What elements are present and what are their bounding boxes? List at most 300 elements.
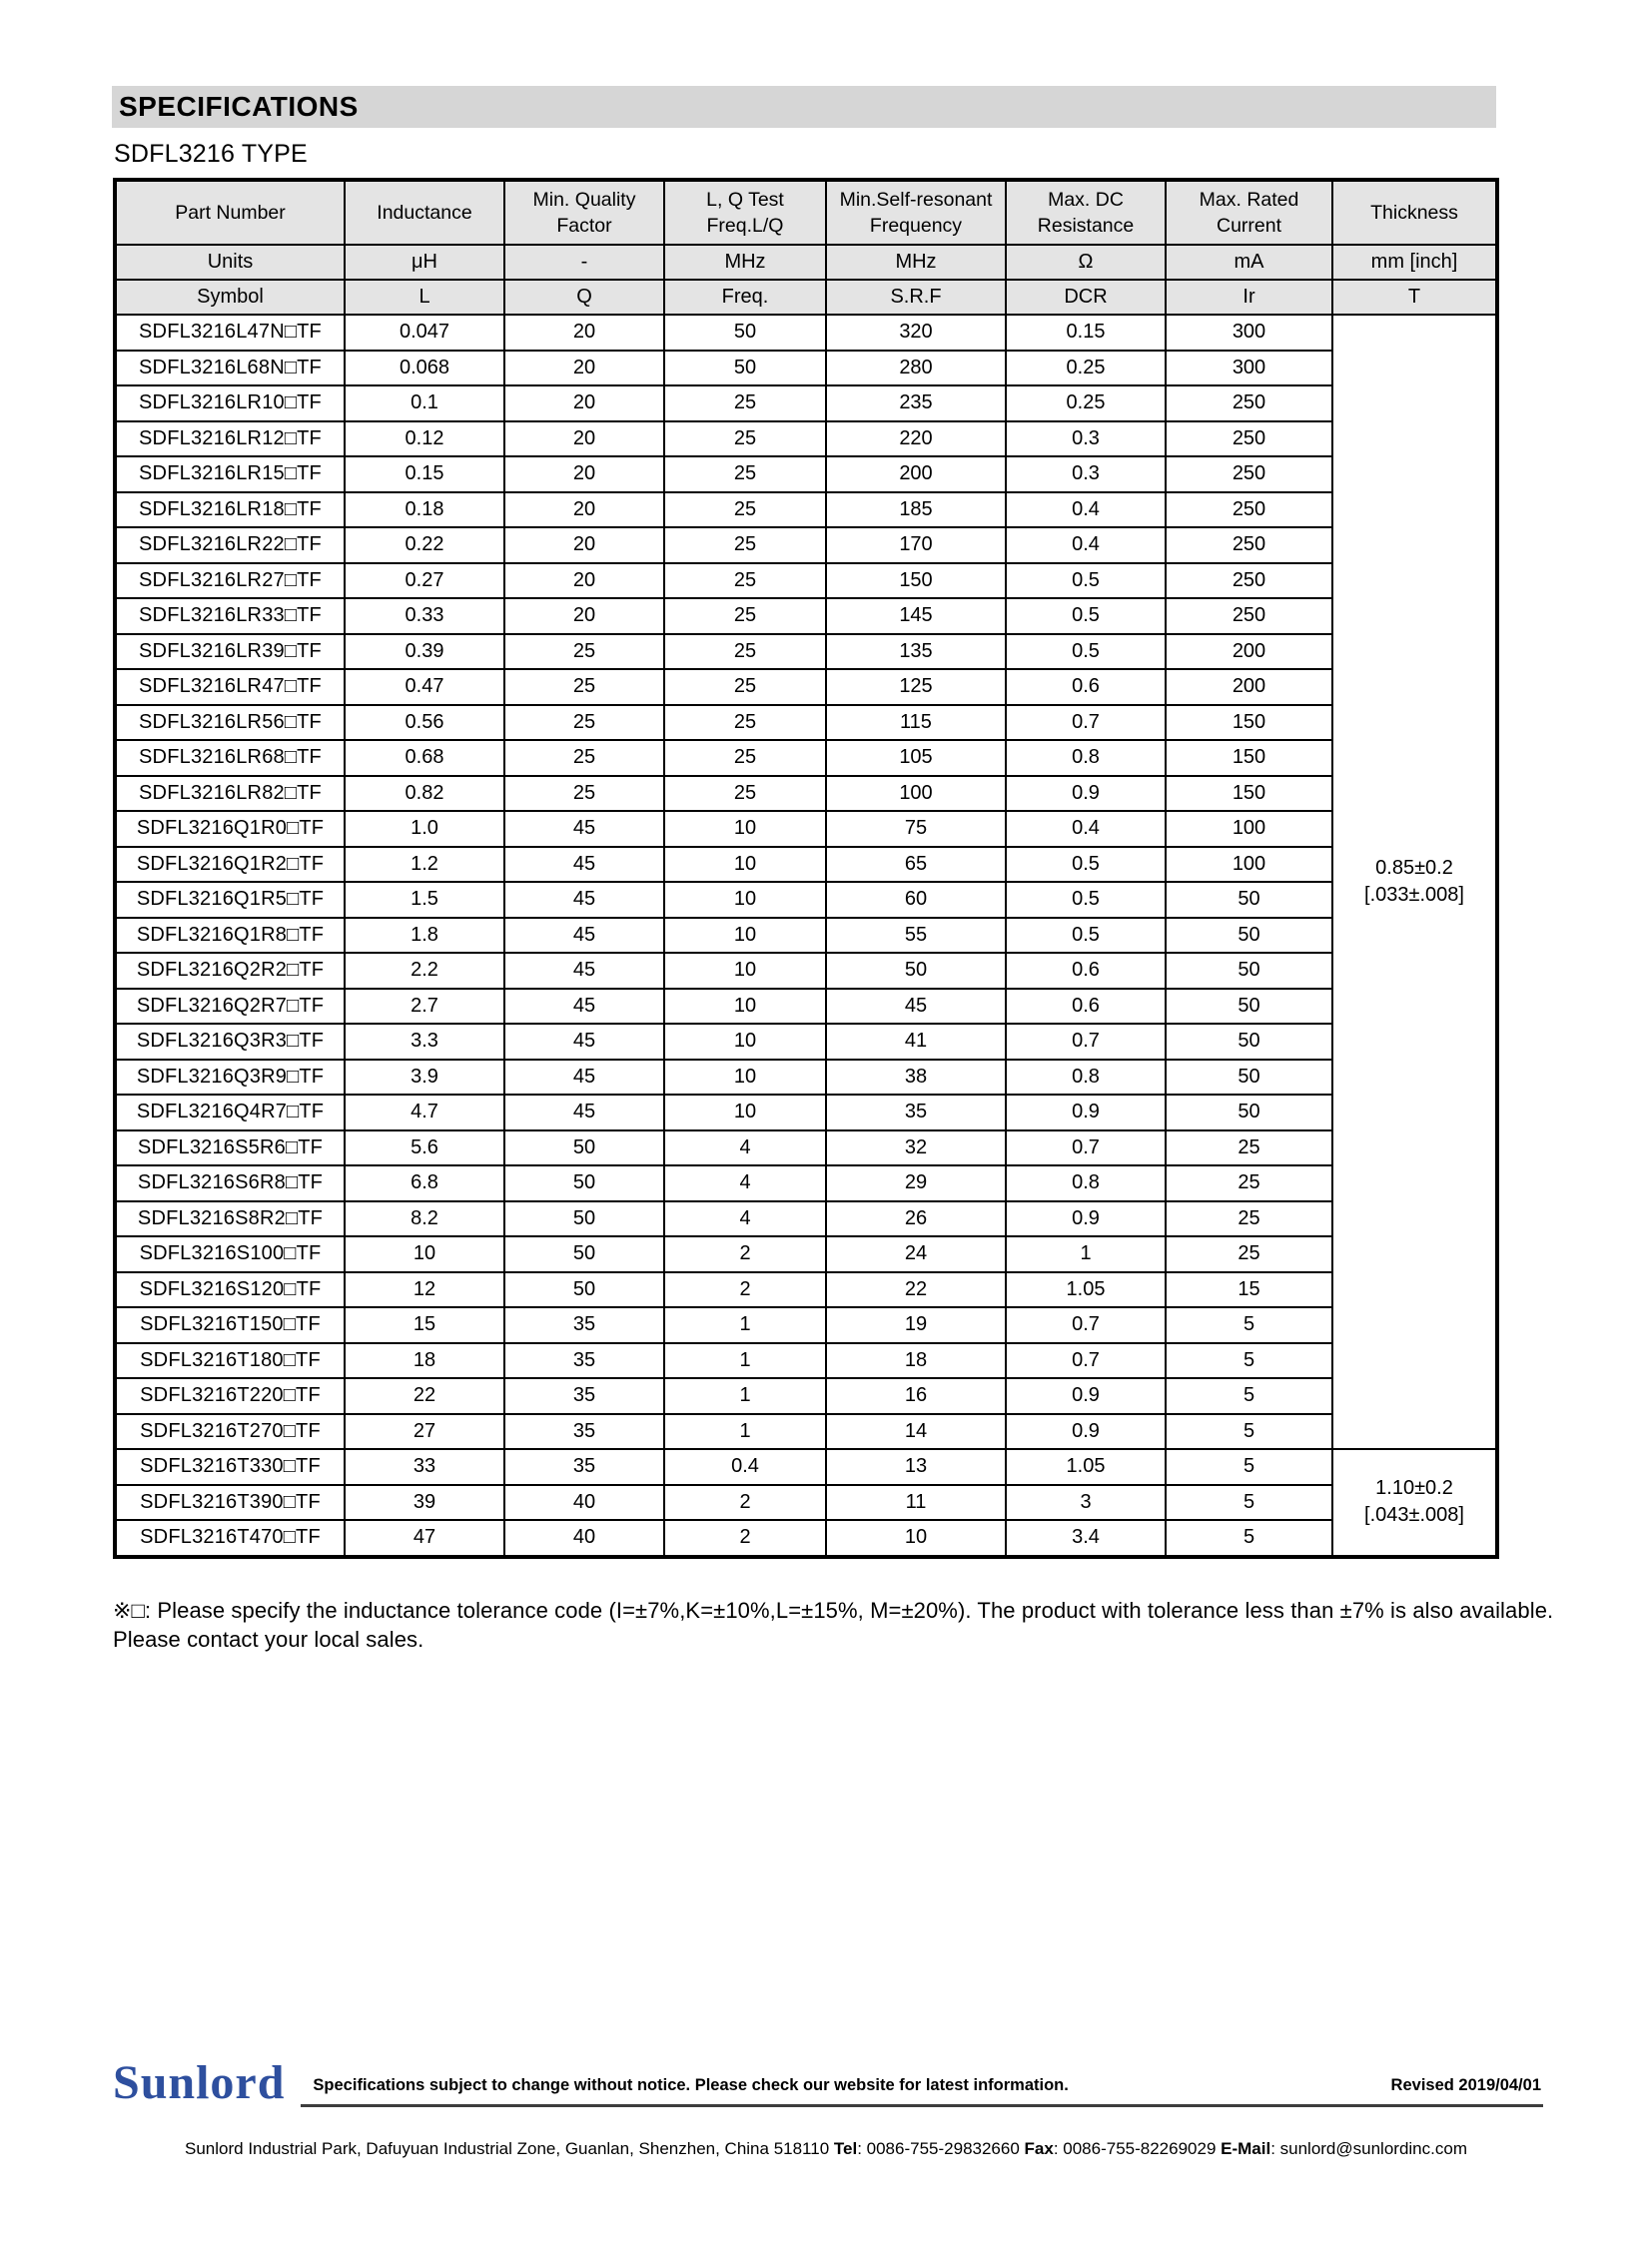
part-number-cell: SDFL3216S6R8□TF	[115, 1165, 345, 1201]
value-cell: 0.7	[1006, 1130, 1166, 1166]
value-cell: 35	[826, 1095, 1006, 1130]
table-row	[115, 527, 1497, 563]
symbol-row-cell: S.R.F	[826, 280, 1006, 315]
value-cell: 2.2	[345, 953, 504, 989]
part-number-cell: SDFL3216S100□TF	[115, 1236, 345, 1272]
part-number-cell: SDFL3216Q4R7□TF	[115, 1095, 345, 1130]
value-cell: 25	[664, 385, 826, 421]
value-cell: 40	[504, 1485, 664, 1521]
value-cell: 50	[826, 953, 1006, 989]
value-cell: 50	[1166, 882, 1332, 918]
value-cell: 25	[504, 740, 664, 776]
value-cell: 55	[826, 918, 1006, 954]
value-cell: 25	[1166, 1165, 1332, 1201]
footer-address	[0, 2139, 1652, 2159]
part-number-cell: SDFL3216Q2R7□TF	[115, 989, 345, 1025]
table-row	[115, 1201, 1497, 1237]
value-cell: 50	[504, 1236, 664, 1272]
table-row	[115, 847, 1497, 883]
value-cell: 15	[1166, 1272, 1332, 1308]
part-number-cell: SDFL3216LR12□TF	[115, 421, 345, 457]
value-cell: 10	[345, 1236, 504, 1272]
table-row	[115, 918, 1497, 954]
value-cell: 10	[664, 989, 826, 1025]
email-label: E-Mail	[1221, 2139, 1271, 2158]
value-cell: 20	[504, 351, 664, 386]
value-cell: 2	[664, 1236, 826, 1272]
value-cell: 50	[1166, 1060, 1332, 1096]
part-number-cell: SDFL3216T470□TF	[115, 1520, 345, 1557]
table-row	[115, 1343, 1497, 1379]
value-cell: 10	[664, 953, 826, 989]
value-cell: 1.05	[1006, 1272, 1166, 1308]
table-row	[115, 1307, 1497, 1343]
symbol-row-cell: L	[345, 280, 504, 315]
value-cell: 1.2	[345, 847, 504, 883]
value-cell: 0.9	[1006, 1095, 1166, 1130]
value-cell: 25	[664, 527, 826, 563]
section-title: SPECIFICATIONS	[119, 91, 359, 122]
value-cell: 0.82	[345, 776, 504, 812]
value-cell: 35	[504, 1378, 664, 1414]
value-cell: 0.4	[1006, 492, 1166, 528]
table-row	[115, 1165, 1497, 1201]
part-number-cell: SDFL3216LR68□TF	[115, 740, 345, 776]
email-address: : sunlord@sunlordinc.com	[1270, 2139, 1467, 2158]
value-cell: 280	[826, 351, 1006, 386]
symbol-row	[115, 280, 1497, 315]
value-cell: 14	[826, 1414, 1006, 1450]
value-cell: 1.05	[1006, 1449, 1166, 1485]
units-row-cell: MHz	[664, 245, 826, 280]
value-cell: 0.4	[664, 1449, 826, 1485]
value-cell: 22	[345, 1378, 504, 1414]
value-cell: 18	[826, 1343, 1006, 1379]
value-cell: 0.7	[1006, 1343, 1166, 1379]
value-cell: 185	[826, 492, 1006, 528]
value-cell: 0.9	[1006, 776, 1166, 812]
value-cell: 0.12	[345, 421, 504, 457]
value-cell: 0.68	[345, 740, 504, 776]
value-cell: 50	[1166, 1095, 1332, 1130]
value-cell: 1.0	[345, 811, 504, 847]
value-cell: 0.56	[345, 705, 504, 741]
value-cell: 0.3	[1006, 456, 1166, 492]
part-number-cell: SDFL3216LR47□TF	[115, 669, 345, 705]
sunlord-logo: Sunlord	[113, 2056, 286, 2109]
value-cell: 220	[826, 421, 1006, 457]
value-cell: 150	[1166, 776, 1332, 812]
units-row-cell: mm [inch]	[1332, 245, 1497, 280]
symbol-row-cell: DCR	[1006, 280, 1166, 315]
value-cell: 45	[504, 811, 664, 847]
value-cell: 5	[1166, 1520, 1332, 1557]
value-cell: 20	[504, 598, 664, 634]
value-cell: 10	[826, 1520, 1006, 1557]
value-cell: 0.25	[1006, 351, 1166, 386]
value-cell: 5	[1166, 1485, 1332, 1521]
value-cell: 1	[1006, 1236, 1166, 1272]
value-cell: 125	[826, 669, 1006, 705]
value-cell: 0.5	[1006, 918, 1166, 954]
value-cell: 2	[664, 1485, 826, 1521]
table-row	[115, 669, 1497, 705]
value-cell: 0.5	[1006, 882, 1166, 918]
value-cell: 33	[345, 1449, 504, 1485]
units-row	[115, 245, 1497, 280]
table-row	[115, 776, 1497, 812]
value-cell: 0.7	[1006, 1024, 1166, 1060]
value-cell: 100	[1166, 847, 1332, 883]
value-cell: 47	[345, 1520, 504, 1557]
part-number-cell: SDFL3216T330□TF	[115, 1449, 345, 1485]
value-cell: 38	[826, 1060, 1006, 1096]
part-number-cell: SDFL3216LR82□TF	[115, 776, 345, 812]
header-cell: Min. Quality Factor	[504, 180, 664, 245]
footer-notice-line	[301, 2076, 1543, 2107]
table-row	[115, 1095, 1497, 1130]
value-cell: 35	[504, 1414, 664, 1450]
footer-notice: Specifications subject to change without notice. Please check our website for latest information.	[313, 2076, 1069, 2094]
part-number-cell: SDFL3216L47N□TF	[115, 315, 345, 351]
table-row	[115, 811, 1497, 847]
section-title-bar	[112, 86, 1496, 128]
value-cell: 170	[826, 527, 1006, 563]
part-number-cell: SDFL3216LR33□TF	[115, 598, 345, 634]
part-number-cell: SDFL3216Q1R5□TF	[115, 882, 345, 918]
value-cell: 65	[826, 847, 1006, 883]
value-cell: 1	[664, 1378, 826, 1414]
symbol-row-cell: Freq.	[664, 280, 826, 315]
value-cell: 5.6	[345, 1130, 504, 1166]
tel-number: : 0086-755-29832660	[857, 2139, 1025, 2158]
units-row-cell: Units	[115, 245, 345, 280]
value-cell: 20	[504, 385, 664, 421]
footer	[113, 2056, 1543, 2109]
value-cell: 250	[1166, 385, 1332, 421]
value-cell: 45	[504, 918, 664, 954]
value-cell: 40	[504, 1520, 664, 1557]
value-cell: 150	[1166, 705, 1332, 741]
value-cell: 0.5	[1006, 563, 1166, 599]
value-cell: 45	[504, 882, 664, 918]
value-cell: 250	[1166, 456, 1332, 492]
value-cell: 3.4	[1006, 1520, 1166, 1557]
value-cell: 16	[826, 1378, 1006, 1414]
value-cell: 25	[664, 669, 826, 705]
value-cell: 24	[826, 1236, 1006, 1272]
units-row-cell: MHz	[826, 245, 1006, 280]
value-cell: 200	[1166, 669, 1332, 705]
value-cell: 0.39	[345, 634, 504, 670]
value-cell: 45	[504, 1095, 664, 1130]
value-cell: 25	[664, 776, 826, 812]
value-cell: 25	[664, 598, 826, 634]
value-cell: 25	[504, 669, 664, 705]
value-cell: 11	[826, 1485, 1006, 1521]
value-cell: 25	[504, 776, 664, 812]
value-cell: 50	[504, 1201, 664, 1237]
table-row	[115, 705, 1497, 741]
value-cell: 20	[504, 315, 664, 351]
value-cell: 0.47	[345, 669, 504, 705]
table-row	[115, 1272, 1497, 1308]
tolerance-footnote: ※□: Please specify the inductance tolerance code (I=±7%,K=±10%,L=±15%, M=±20%). The product with tolerance less than ±7% is also available. Please contact your local sales.	[113, 1598, 1554, 1652]
value-cell: 0.6	[1006, 669, 1166, 705]
value-cell: 0.7	[1006, 1307, 1166, 1343]
value-cell: 29	[826, 1165, 1006, 1201]
part-number-cell: SDFL3216LR39□TF	[115, 634, 345, 670]
value-cell: 4	[664, 1201, 826, 1237]
value-cell: 75	[826, 811, 1006, 847]
value-cell: 60	[826, 882, 1006, 918]
table-row	[115, 953, 1497, 989]
table-row	[115, 1520, 1497, 1557]
value-cell: 5	[1166, 1343, 1332, 1379]
part-number-cell: SDFL3216LR56□TF	[115, 705, 345, 741]
value-cell: 32	[826, 1130, 1006, 1166]
value-cell: 6.8	[345, 1165, 504, 1201]
value-cell: 0.33	[345, 598, 504, 634]
value-cell: 150	[826, 563, 1006, 599]
value-cell: 20	[504, 456, 664, 492]
value-cell: 0.5	[1006, 847, 1166, 883]
value-cell: 3.3	[345, 1024, 504, 1060]
value-cell: 45	[504, 1024, 664, 1060]
value-cell: 250	[1166, 492, 1332, 528]
value-cell: 25	[664, 563, 826, 599]
value-cell: 0.5	[1006, 634, 1166, 670]
value-cell: 4.7	[345, 1095, 504, 1130]
value-cell: 2	[664, 1520, 826, 1557]
value-cell: 20	[504, 492, 664, 528]
value-cell: 115	[826, 705, 1006, 741]
value-cell: 19	[826, 1307, 1006, 1343]
symbol-row-cell: Symbol	[115, 280, 345, 315]
table-row	[115, 1449, 1497, 1485]
value-cell: 8.2	[345, 1201, 504, 1237]
header-cell: Part Number	[115, 180, 345, 245]
specifications-table	[113, 178, 1499, 1559]
part-number-cell: SDFL3216LR10□TF	[115, 385, 345, 421]
value-cell: 0.7	[1006, 705, 1166, 741]
part-number-cell: SDFL3216LR18□TF	[115, 492, 345, 528]
header-cell: Inductance	[345, 180, 504, 245]
table-row	[115, 456, 1497, 492]
value-cell: 0.18	[345, 492, 504, 528]
value-cell: 3.9	[345, 1060, 504, 1096]
value-cell: 27	[345, 1414, 504, 1450]
value-cell: 5	[1166, 1307, 1332, 1343]
value-cell: 200	[1166, 634, 1332, 670]
value-cell: 5	[1166, 1378, 1332, 1414]
thickness-cell: 1.10±0.2 [.043±.008]	[1332, 1449, 1497, 1557]
value-cell: 25	[504, 634, 664, 670]
value-cell: 25	[1166, 1236, 1332, 1272]
value-cell: 45	[504, 989, 664, 1025]
value-cell: 0.3	[1006, 421, 1166, 457]
value-cell: 41	[826, 1024, 1006, 1060]
value-cell: 320	[826, 315, 1006, 351]
value-cell: 10	[664, 918, 826, 954]
part-number-cell: SDFL3216Q1R0□TF	[115, 811, 345, 847]
part-number-cell: SDFL3216S8R2□TF	[115, 1201, 345, 1237]
part-number-cell: SDFL3216LR27□TF	[115, 563, 345, 599]
value-cell: 25	[1166, 1201, 1332, 1237]
value-cell: 250	[1166, 527, 1332, 563]
value-cell: 50	[664, 315, 826, 351]
value-cell: 200	[826, 456, 1006, 492]
value-cell: 10	[664, 1095, 826, 1130]
value-cell: 0.9	[1006, 1378, 1166, 1414]
units-row-cell: mA	[1166, 245, 1332, 280]
value-cell: 1	[664, 1343, 826, 1379]
value-cell: 0.25	[1006, 385, 1166, 421]
fax-number: : 0086-755-82269029	[1053, 2139, 1222, 2158]
part-number-cell: SDFL3216LR15□TF	[115, 456, 345, 492]
thickness-cell: 0.85±0.2 [.033±.008]	[1332, 315, 1497, 1449]
table-row	[115, 1130, 1497, 1166]
value-cell: 25	[664, 421, 826, 457]
header-cell: Max. Rated Current	[1166, 180, 1332, 245]
value-cell: 35	[504, 1307, 664, 1343]
value-cell: 3	[1006, 1485, 1166, 1521]
table-row	[115, 1378, 1497, 1414]
table-row	[115, 1485, 1497, 1521]
value-cell: 25	[664, 492, 826, 528]
table-header-row	[115, 180, 1497, 245]
part-number-cell: SDFL3216T150□TF	[115, 1307, 345, 1343]
symbol-row-cell: T	[1332, 280, 1497, 315]
value-cell: 4	[664, 1165, 826, 1201]
value-cell: 15	[345, 1307, 504, 1343]
value-cell: 39	[345, 1485, 504, 1521]
value-cell: 50	[504, 1272, 664, 1308]
value-cell: 0.068	[345, 351, 504, 386]
value-cell: 0.27	[345, 563, 504, 599]
footer-revised-date: Revised 2019/04/01	[1390, 2076, 1541, 2094]
value-cell: 0.4	[1006, 527, 1166, 563]
value-cell: 50	[1166, 989, 1332, 1025]
value-cell: 4	[664, 1130, 826, 1166]
header-cell: Min.Self-resonant Frequency	[826, 180, 1006, 245]
page-subtitle: SDFL3216 TYPE	[114, 140, 308, 168]
value-cell: 1	[664, 1307, 826, 1343]
value-cell: 25	[664, 705, 826, 741]
value-cell: 300	[1166, 315, 1332, 351]
header-cell: L, Q Test Freq.L/Q	[664, 180, 826, 245]
value-cell: 22	[826, 1272, 1006, 1308]
value-cell: 0.8	[1006, 740, 1166, 776]
tel-label: Tel	[833, 2139, 858, 2158]
value-cell: 10	[664, 1024, 826, 1060]
part-number-cell: SDFL3216S120□TF	[115, 1272, 345, 1308]
value-cell: 0.1	[345, 385, 504, 421]
value-cell: 25	[664, 740, 826, 776]
value-cell: 45	[504, 1060, 664, 1096]
value-cell: 300	[1166, 351, 1332, 386]
table-row	[115, 315, 1497, 351]
value-cell: 0.22	[345, 527, 504, 563]
part-number-cell: SDFL3216L68N□TF	[115, 351, 345, 386]
fax-label: Fax	[1024, 2139, 1054, 2158]
value-cell: 25	[664, 634, 826, 670]
value-cell: 5	[1166, 1414, 1332, 1450]
header-cell: Max. DC Resistance	[1006, 180, 1166, 245]
value-cell: 1.5	[345, 882, 504, 918]
table-row	[115, 989, 1497, 1025]
table-row	[115, 740, 1497, 776]
value-cell: 0.8	[1006, 1165, 1166, 1201]
value-cell: 1.8	[345, 918, 504, 954]
value-cell: 10	[664, 1060, 826, 1096]
table-row	[115, 421, 1497, 457]
value-cell: 100	[826, 776, 1006, 812]
value-cell: 18	[345, 1343, 504, 1379]
header-cell: Thickness	[1332, 180, 1497, 245]
value-cell: 50	[1166, 953, 1332, 989]
part-number-cell: SDFL3216Q2R2□TF	[115, 953, 345, 989]
value-cell: 250	[1166, 598, 1332, 634]
value-cell: 45	[826, 989, 1006, 1025]
value-cell: 50	[1166, 1024, 1332, 1060]
value-cell: 25	[504, 705, 664, 741]
value-cell: 145	[826, 598, 1006, 634]
value-cell: 0.5	[1006, 598, 1166, 634]
table-row	[115, 1024, 1497, 1060]
value-cell: 50	[1166, 918, 1332, 954]
table-row	[115, 598, 1497, 634]
part-number-cell: SDFL3216T270□TF	[115, 1414, 345, 1450]
table-row	[115, 563, 1497, 599]
value-cell: 13	[826, 1449, 1006, 1485]
value-cell: 10	[664, 811, 826, 847]
symbol-row-cell: Q	[504, 280, 664, 315]
value-cell: 26	[826, 1201, 1006, 1237]
value-cell: 150	[1166, 740, 1332, 776]
value-cell: 0.047	[345, 315, 504, 351]
value-cell: 0.15	[1006, 315, 1166, 351]
value-cell: 0.9	[1006, 1201, 1166, 1237]
value-cell: 250	[1166, 421, 1332, 457]
value-cell: 25	[1166, 1130, 1332, 1166]
table-row	[115, 351, 1497, 386]
part-number-cell: SDFL3216LR22□TF	[115, 527, 345, 563]
table-row	[115, 385, 1497, 421]
part-number-cell: SDFL3216T180□TF	[115, 1343, 345, 1379]
table-row	[115, 1236, 1497, 1272]
value-cell: 20	[504, 527, 664, 563]
part-number-cell: SDFL3216S5R6□TF	[115, 1130, 345, 1166]
value-cell: 45	[504, 847, 664, 883]
value-cell: 100	[1166, 811, 1332, 847]
table-row	[115, 492, 1497, 528]
value-cell: 2.7	[345, 989, 504, 1025]
value-cell: 105	[826, 740, 1006, 776]
symbol-row-cell: Ir	[1166, 280, 1332, 315]
part-number-cell: SDFL3216Q3R9□TF	[115, 1060, 345, 1096]
value-cell: 0.6	[1006, 953, 1166, 989]
value-cell: 0.9	[1006, 1414, 1166, 1450]
part-number-cell: SDFL3216T390□TF	[115, 1485, 345, 1521]
value-cell: 235	[826, 385, 1006, 421]
value-cell: 20	[504, 563, 664, 599]
value-cell: 45	[504, 953, 664, 989]
value-cell: 12	[345, 1272, 504, 1308]
value-cell: 10	[664, 847, 826, 883]
value-cell: 0.15	[345, 456, 504, 492]
part-number-cell: SDFL3216Q1R2□TF	[115, 847, 345, 883]
